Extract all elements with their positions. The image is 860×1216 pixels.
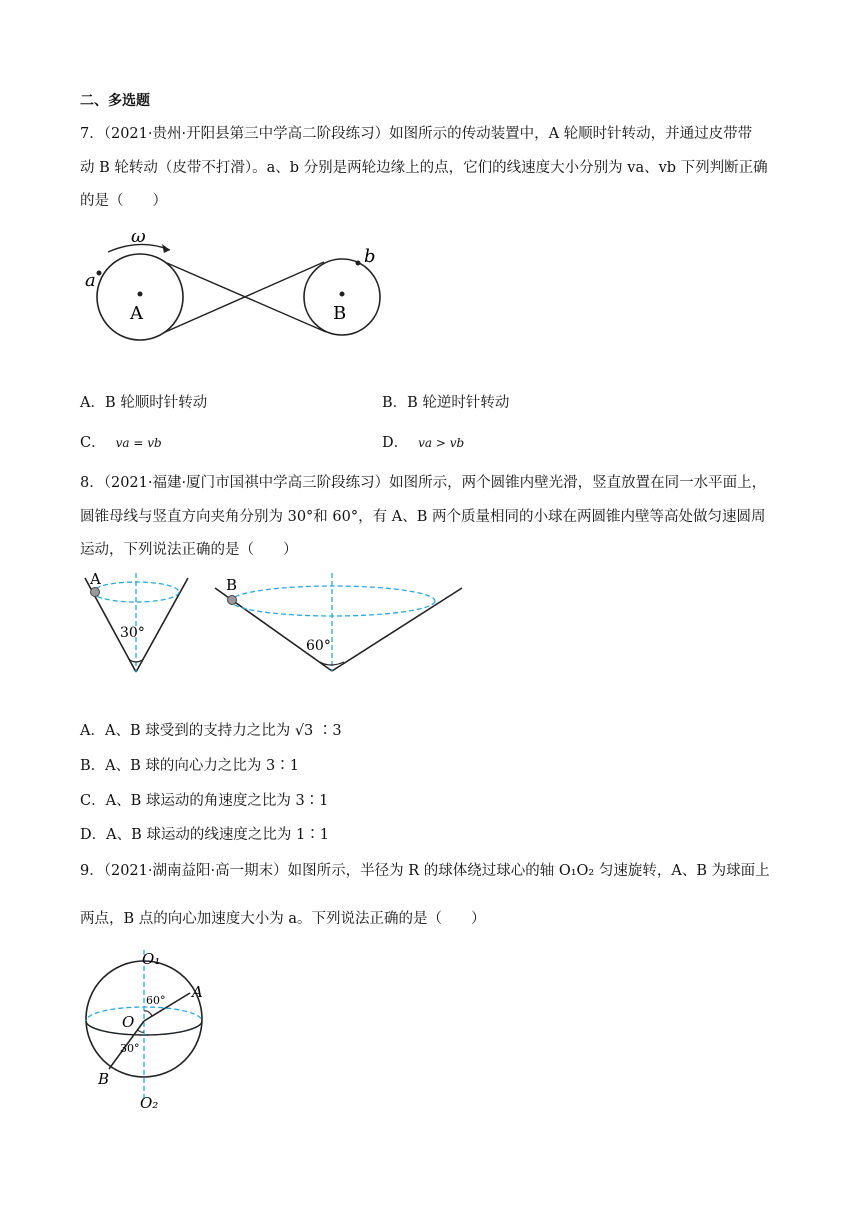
angle-right-label: 60°	[306, 638, 331, 654]
belt-line-2	[163, 262, 324, 333]
q7-option-a: A．B 轮顺时针转动	[80, 395, 208, 411]
point-a	[97, 271, 102, 276]
angle-arc-bottom	[138, 1030, 144, 1032]
angle-left-label: 30°	[120, 625, 145, 641]
q7-option-c-prefix: C．	[80, 435, 106, 451]
rotation-arrowhead	[162, 244, 170, 253]
label-b: b	[364, 246, 376, 267]
q7-line-2: 动 B 轮转动（皮带不打滑）。a、b 分别是两轮边缘上的点，它们的线速度大小分别为 va、vb 下列判断正确	[80, 160, 768, 176]
point-b	[356, 261, 361, 266]
angle-bottom-label: 30°	[120, 1042, 140, 1055]
label-b-point: B	[98, 1070, 110, 1088]
q7-option-c	[80, 433, 162, 453]
cone-right-orbit	[231, 586, 435, 616]
q7-option-d-prefix: D．	[382, 435, 409, 451]
label-o1: O₁	[142, 950, 161, 968]
label-o: O	[122, 1013, 135, 1031]
cones-figure	[80, 568, 470, 678]
q7-option-d-math: va > vb	[418, 436, 465, 450]
q8-line-3: 运动，下列说法正确的是（ ）	[80, 542, 298, 558]
center-b	[340, 292, 345, 297]
q7-option-b: B．B 轮逆时针转动	[382, 395, 510, 411]
cone-label-b: B	[226, 576, 238, 594]
q9-line-1: 9．（2021·湖南益阳·高一期末）如图所示，半径为 R 的球体绕过球心的轴 O₁O₂ 匀速旋转，A、B 为球面上	[80, 863, 770, 879]
ball-a	[91, 588, 100, 597]
q7-line-3: 的是（ ）	[80, 193, 167, 209]
q8-line-2: 圆锥母线与竖直方向夹角分别为 30°和 60°，有 A、B 两个质量相同的小球在两圆锥内壁等高处做匀速圆周	[80, 509, 766, 525]
q7-line-1: 7．（2021·贵州·开阳县第三中学高二阶段练习）如图所示的传动装置中，A 轮顺时针转动，并通过皮带带	[80, 126, 753, 142]
q8-option-d: D．A、B 球运动的线速度之比为 1∶1	[80, 827, 329, 843]
wheel-a	[97, 254, 183, 340]
omega-label: ω	[131, 226, 146, 247]
center-a	[138, 292, 143, 297]
label-wheel-b: B	[333, 303, 347, 324]
q8-option-b: B．A、B 球的向心力之比为 3∶1	[80, 758, 299, 774]
angle-arc-top	[144, 1011, 152, 1016]
cone-right-side-2	[332, 588, 462, 671]
q7-option-d	[382, 433, 464, 453]
belt-drive-figure	[80, 222, 390, 372]
label-o2: O₂	[140, 1094, 159, 1112]
cone-label-a: A	[90, 570, 101, 588]
label-wheel-a: A	[130, 303, 143, 324]
label-a-point: A	[192, 983, 203, 1001]
q8-option-a: A．A、B 球受到的支持力之比为 √3 ∶3	[80, 723, 342, 739]
q8-line-1: 8．（2021·福建·厦门市国祺中学高三阶段练习）如图所示，两个圆锥内壁光滑，竖直放置在同一水平面上，	[80, 475, 767, 491]
q8-option-c: C．A、B 球运动的角速度之比为 3∶1	[80, 793, 329, 809]
section-title: 二、多选题	[80, 93, 150, 109]
label-a: a	[85, 270, 96, 291]
belt-line-1	[167, 263, 326, 332]
q7-option-c-math: va = vb	[115, 436, 162, 450]
ball-b	[228, 596, 237, 605]
angle-top-label: 60°	[146, 994, 166, 1007]
sphere-figure	[78, 944, 228, 1114]
q9-line-2: 两点，B 点的向心加速度大小为 a。下列说法正确的是（ ）	[80, 911, 486, 927]
